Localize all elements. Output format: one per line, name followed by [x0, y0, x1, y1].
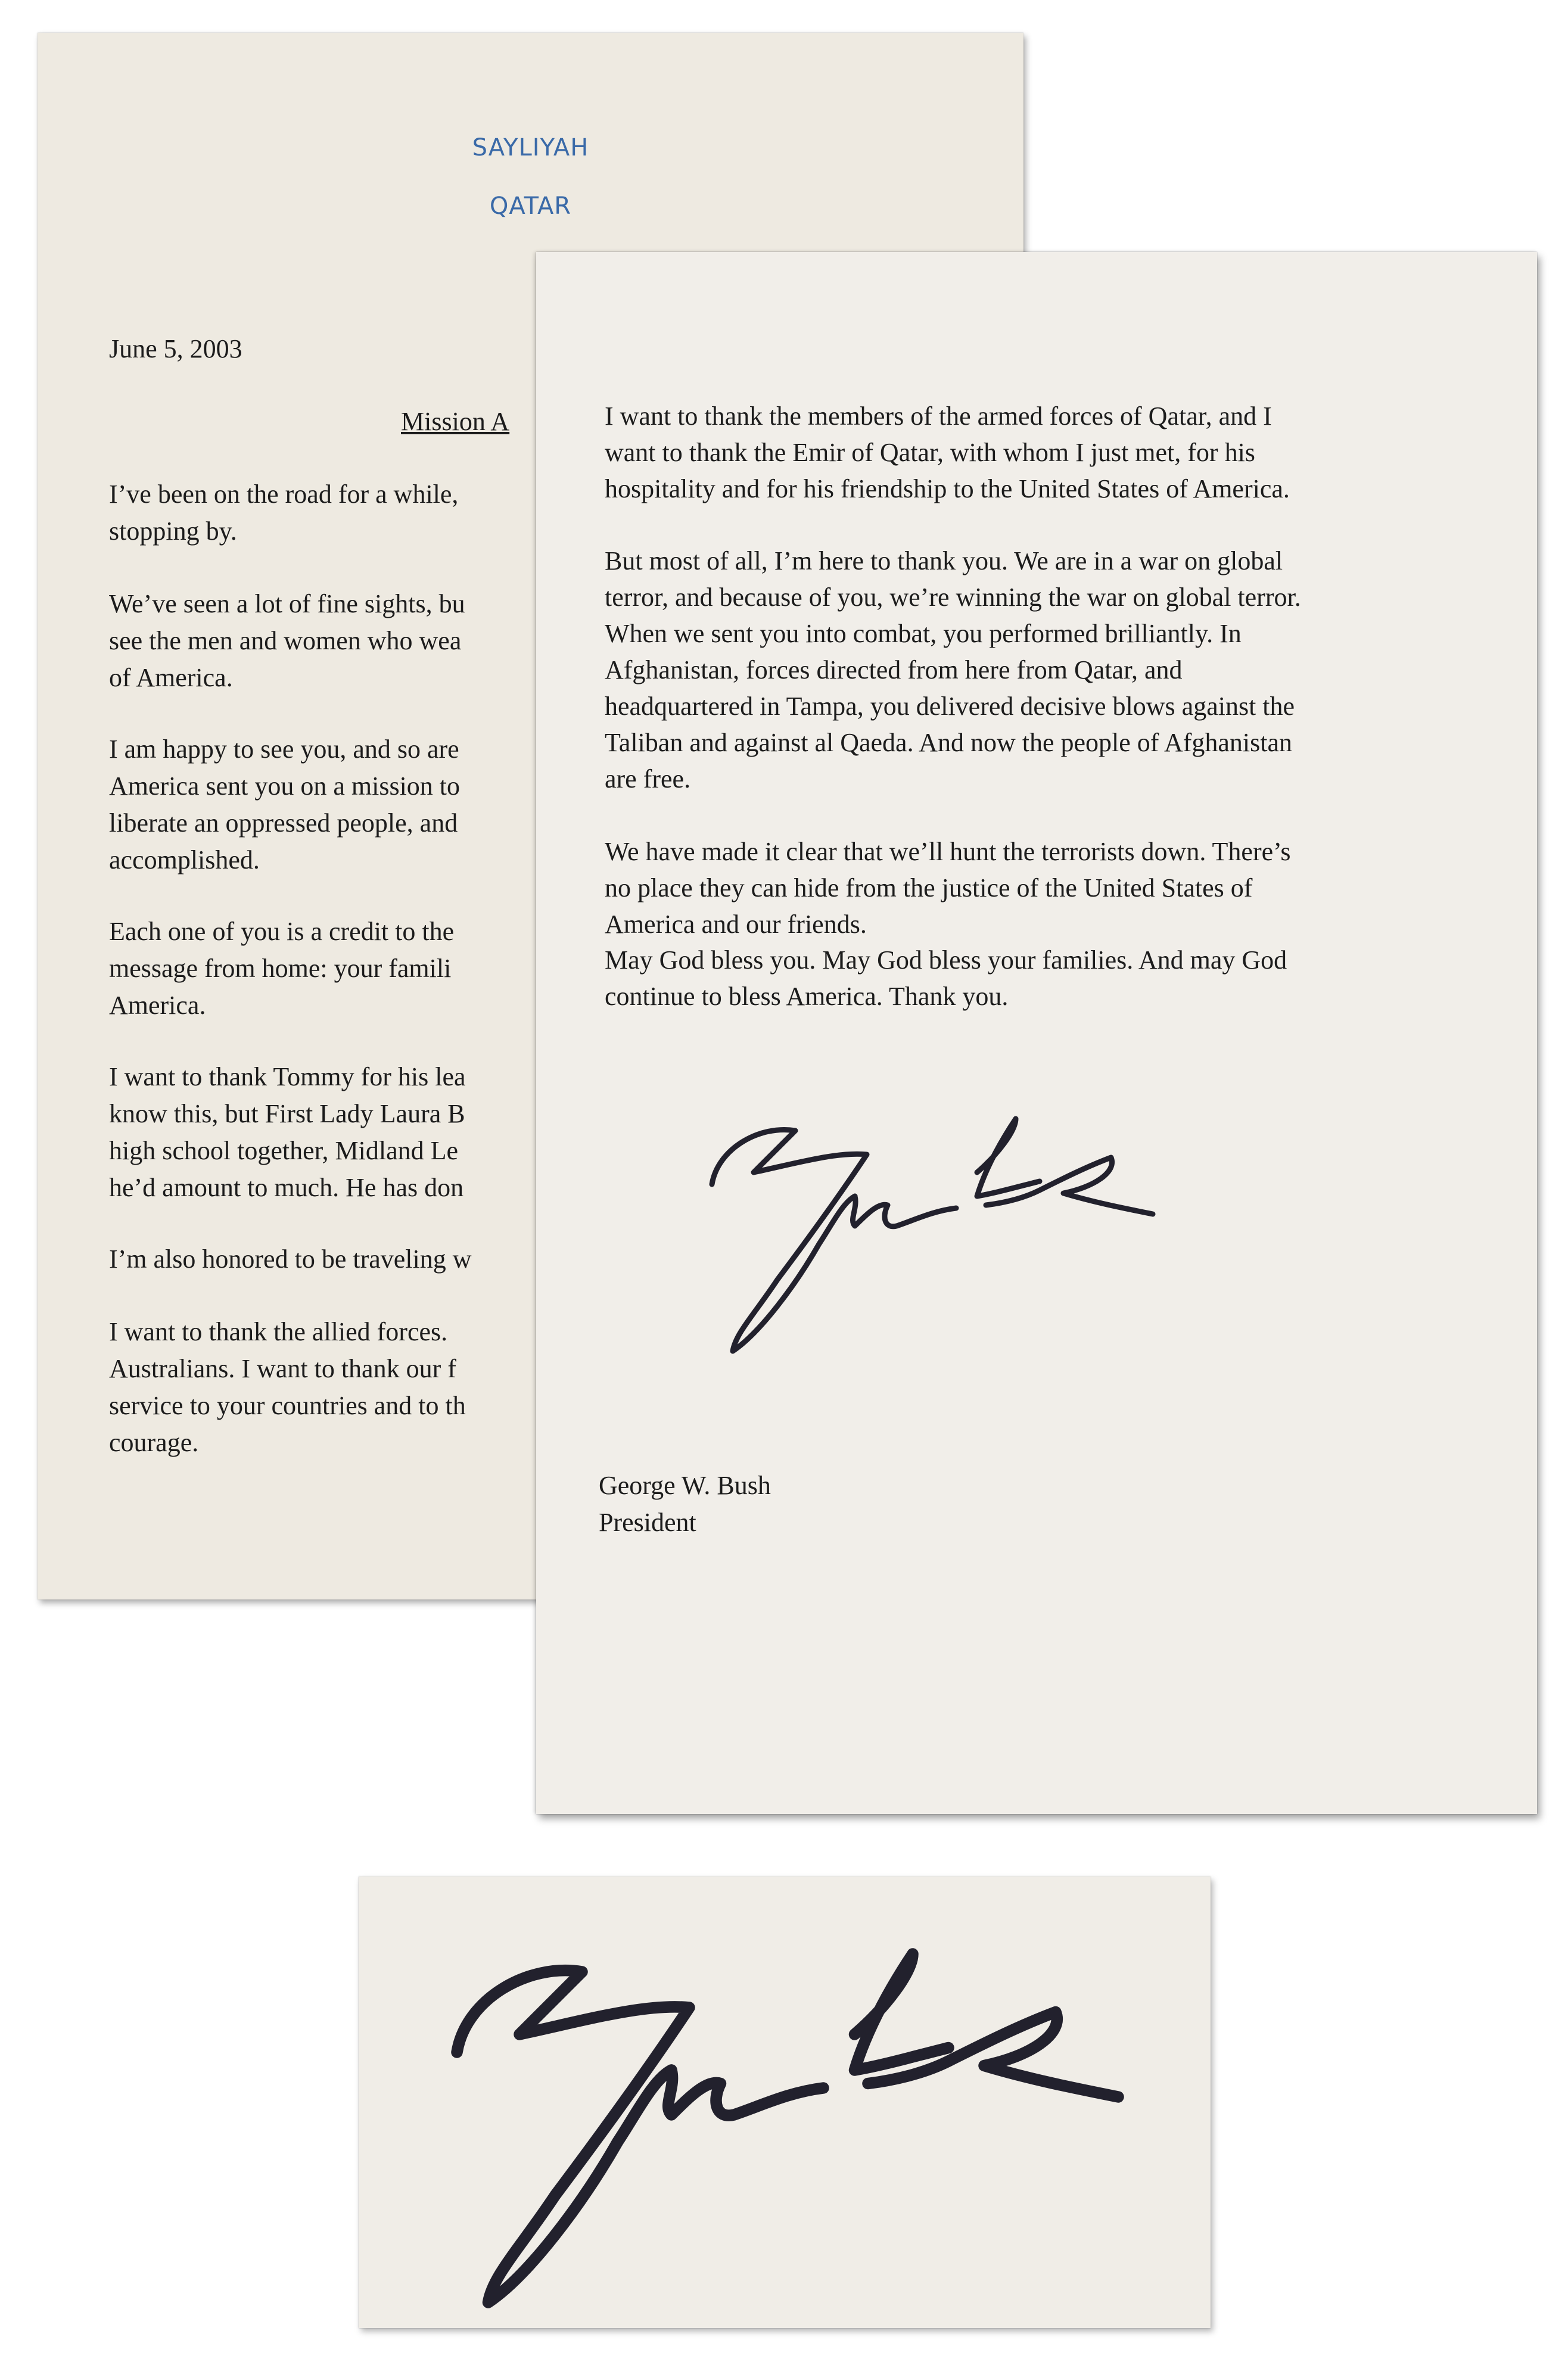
back-paragraph-1: [109, 476, 458, 550]
text-line: he’d amount to much. He has don: [109, 1173, 464, 1202]
front-letter-page: [536, 252, 1537, 1814]
text-line: Each one of you is a credit to the: [109, 917, 455, 946]
front-paragraph-3: [605, 833, 1498, 942]
text-line: message from home: your famili: [109, 954, 452, 983]
back-paragraph-2: [109, 586, 465, 696]
back-paragraph-5: [109, 1059, 466, 1206]
text-line: accomplished.: [109, 845, 260, 875]
front-paragraph-2: [605, 543, 1498, 797]
signer-title: President: [599, 1508, 696, 1537]
text-line: stopping by.: [109, 516, 237, 546]
handwritten-signature: [706, 1083, 1159, 1357]
handwritten-signature-enlarged: [394, 1900, 1181, 2311]
text-line: liberate an oppressed people, and: [109, 808, 458, 838]
back-paragraph-6: [109, 1241, 472, 1278]
letter-date: June 5, 2003: [109, 334, 242, 363]
letter-subject: Mission A: [401, 407, 510, 436]
text-line: But most of all, I’m here to thank you. We are in a war on global: [605, 546, 1283, 575]
back-paragraph-3: [109, 731, 460, 879]
text-line: We have made it clear that we’ll hunt the terrorists down. There’s: [605, 837, 1291, 866]
letterhead-country: QATAR: [489, 192, 572, 220]
text-line: Australians. I want to thank our f: [109, 1354, 456, 1383]
text-line: America sent you on a mission to: [109, 771, 461, 801]
text-line: I want to thank the members of the armed forces of Qatar, and I: [605, 402, 1272, 431]
letterhead-location: SAYLIYAH: [472, 134, 589, 161]
text-line: I want to thank the allied forces.: [109, 1317, 448, 1346]
back-paragraph-4: [109, 913, 454, 1024]
text-line: hospitality and for his friendship to the United States of America.: [605, 474, 1290, 503]
text-line: I am happy to see you, and so are: [109, 735, 459, 764]
text-line: When we sent you into combat, you performed brilliantly. In: [605, 619, 1242, 648]
text-line: Taliban and against al Qaeda. And now the people of Afghanistan: [605, 728, 1293, 757]
text-line: I want to thank Tommy for his lea: [109, 1062, 466, 1091]
front-paragraph-4: [605, 942, 1498, 1014]
text-line: terror, and because of you, we’re winning the war on global terror.: [605, 583, 1301, 612]
text-line: no place they can hide from the justice of the United States of: [605, 873, 1253, 903]
front-paragraph-1: [605, 398, 1498, 507]
back-paragraph-7: [109, 1314, 466, 1461]
text-line: May God bless you. May God bless your families. And may God: [605, 945, 1287, 975]
text-line: know this, but First Lady Laura B: [109, 1099, 465, 1128]
text-line: America.: [109, 991, 206, 1020]
text-line: want to thank the Emir of Qatar, with whom I just met, for his: [605, 438, 1255, 467]
text-line: high school together, Midland Le: [109, 1136, 459, 1165]
text-line: Afghanistan, forces directed from here from Qatar, and: [605, 655, 1183, 684]
text-line: see the men and women who wea: [109, 626, 462, 655]
text-line: are free.: [605, 764, 691, 793]
text-line: of America.: [109, 663, 233, 692]
text-line: headquartered in Tampa, you delivered decisive blows against the: [605, 692, 1295, 721]
signer-name: George W. Bush: [599, 1471, 771, 1500]
text-line: continue to bless America. Thank you.: [605, 982, 1009, 1011]
text-line: I’ve been on the road for a while,: [109, 480, 459, 509]
text-line: I’m also honored to be traveling w: [109, 1244, 472, 1274]
text-line: courage.: [109, 1428, 199, 1457]
signature-detail-card: [359, 1876, 1211, 2328]
text-line: service to your countries and to th: [109, 1391, 466, 1420]
text-line: We’ve seen a lot of fine sights, bu: [109, 589, 465, 618]
text-line: America and our friends.: [605, 910, 867, 939]
